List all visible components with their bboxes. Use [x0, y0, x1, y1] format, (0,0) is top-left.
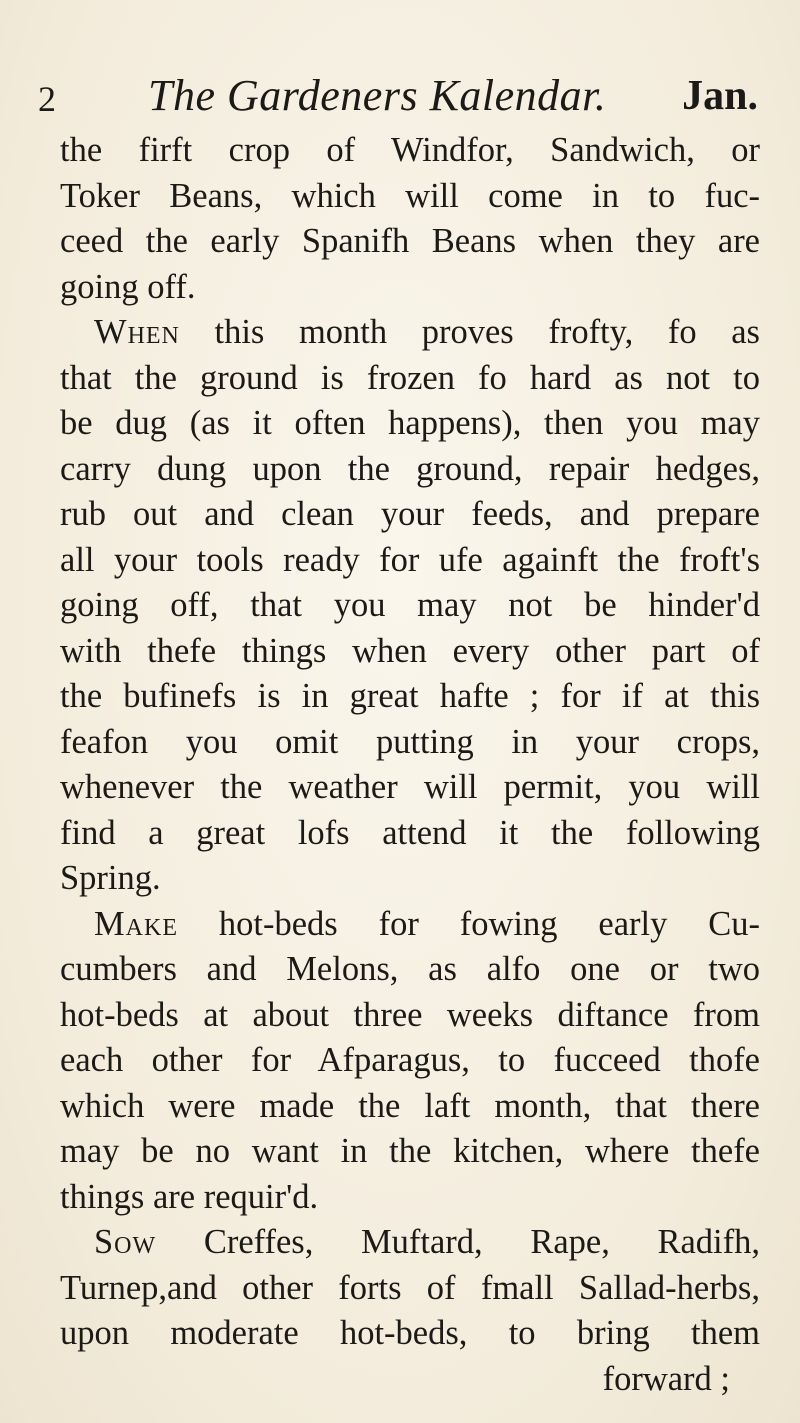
text-line: all your tools ready for ufe againft the froft's: [60, 540, 760, 579]
text-line: hot-beds at about three weeks diftance from: [60, 995, 760, 1034]
body-text: [60, 128, 760, 1402]
text-line: upon moderate hot-beds, to bring them: [60, 1314, 760, 1352]
catchword-line: forward ;: [602, 1359, 730, 1398]
text-line: whenever the weather will permit, you will: [60, 768, 760, 806]
text-line: ceed the early Spanifh Beans when they are: [60, 222, 760, 260]
text-line: be dug (as it often happens), then you may: [60, 404, 760, 442]
text-line: Toker Beans, which will come in to fuc-: [60, 176, 760, 215]
text-line: the firft crop of Windfor, Sandwich, or: [60, 131, 760, 169]
paragraph-start-line: When this month proves frofty, fo as: [94, 313, 760, 351]
text-line: with thefe things when every other part of: [60, 631, 760, 670]
text-line: cumbers and Melons, as alfo one or two: [60, 950, 760, 988]
text-line: going off, that you may not be hinder'd: [60, 586, 760, 624]
text-line: that the ground is frozen fo hard as not to: [60, 358, 760, 397]
text-line: the bufinefs is in great hafte ; for if at this: [60, 677, 760, 715]
paragraph-start-line: Make hot-beds for fowing early Cu-: [94, 904, 760, 943]
text-line: which were made the laft month, that there: [60, 1086, 760, 1125]
text-line: carry dung upon the ground, repair hedges,: [60, 449, 760, 488]
text-line: things are requir'd.: [60, 1177, 319, 1216]
text-line: going off.: [60, 267, 196, 306]
text-line: rub out and clean your feeds, and prepare: [60, 495, 760, 533]
paragraph-start-line: Sow Creffes, Muftard, Rape, Radifh,: [94, 1223, 760, 1261]
paragraph-lead-word: When: [94, 313, 180, 351]
paragraph-lead-word: Sow: [94, 1223, 157, 1261]
text-line: Turnep,and other forts of fmall Sallad-herbs,: [60, 1268, 760, 1307]
text-line: Spring.: [60, 859, 161, 897]
text-line: may be no want in the kitchen, where thefe: [60, 1132, 760, 1170]
text-line: each other for Afparagus, to fucceed thofe: [60, 1041, 760, 1079]
text-line: feafon you omit putting in your crops,: [60, 722, 760, 761]
page-number: 2: [38, 79, 56, 119]
month-label: Jan.: [682, 73, 758, 119]
running-title: The Gardeners Kalendar.: [148, 71, 607, 120]
paragraph-lead-word: Make: [94, 904, 179, 943]
page-header: [38, 58, 758, 118]
text-line: find a great lofs attend it the following: [60, 813, 760, 852]
